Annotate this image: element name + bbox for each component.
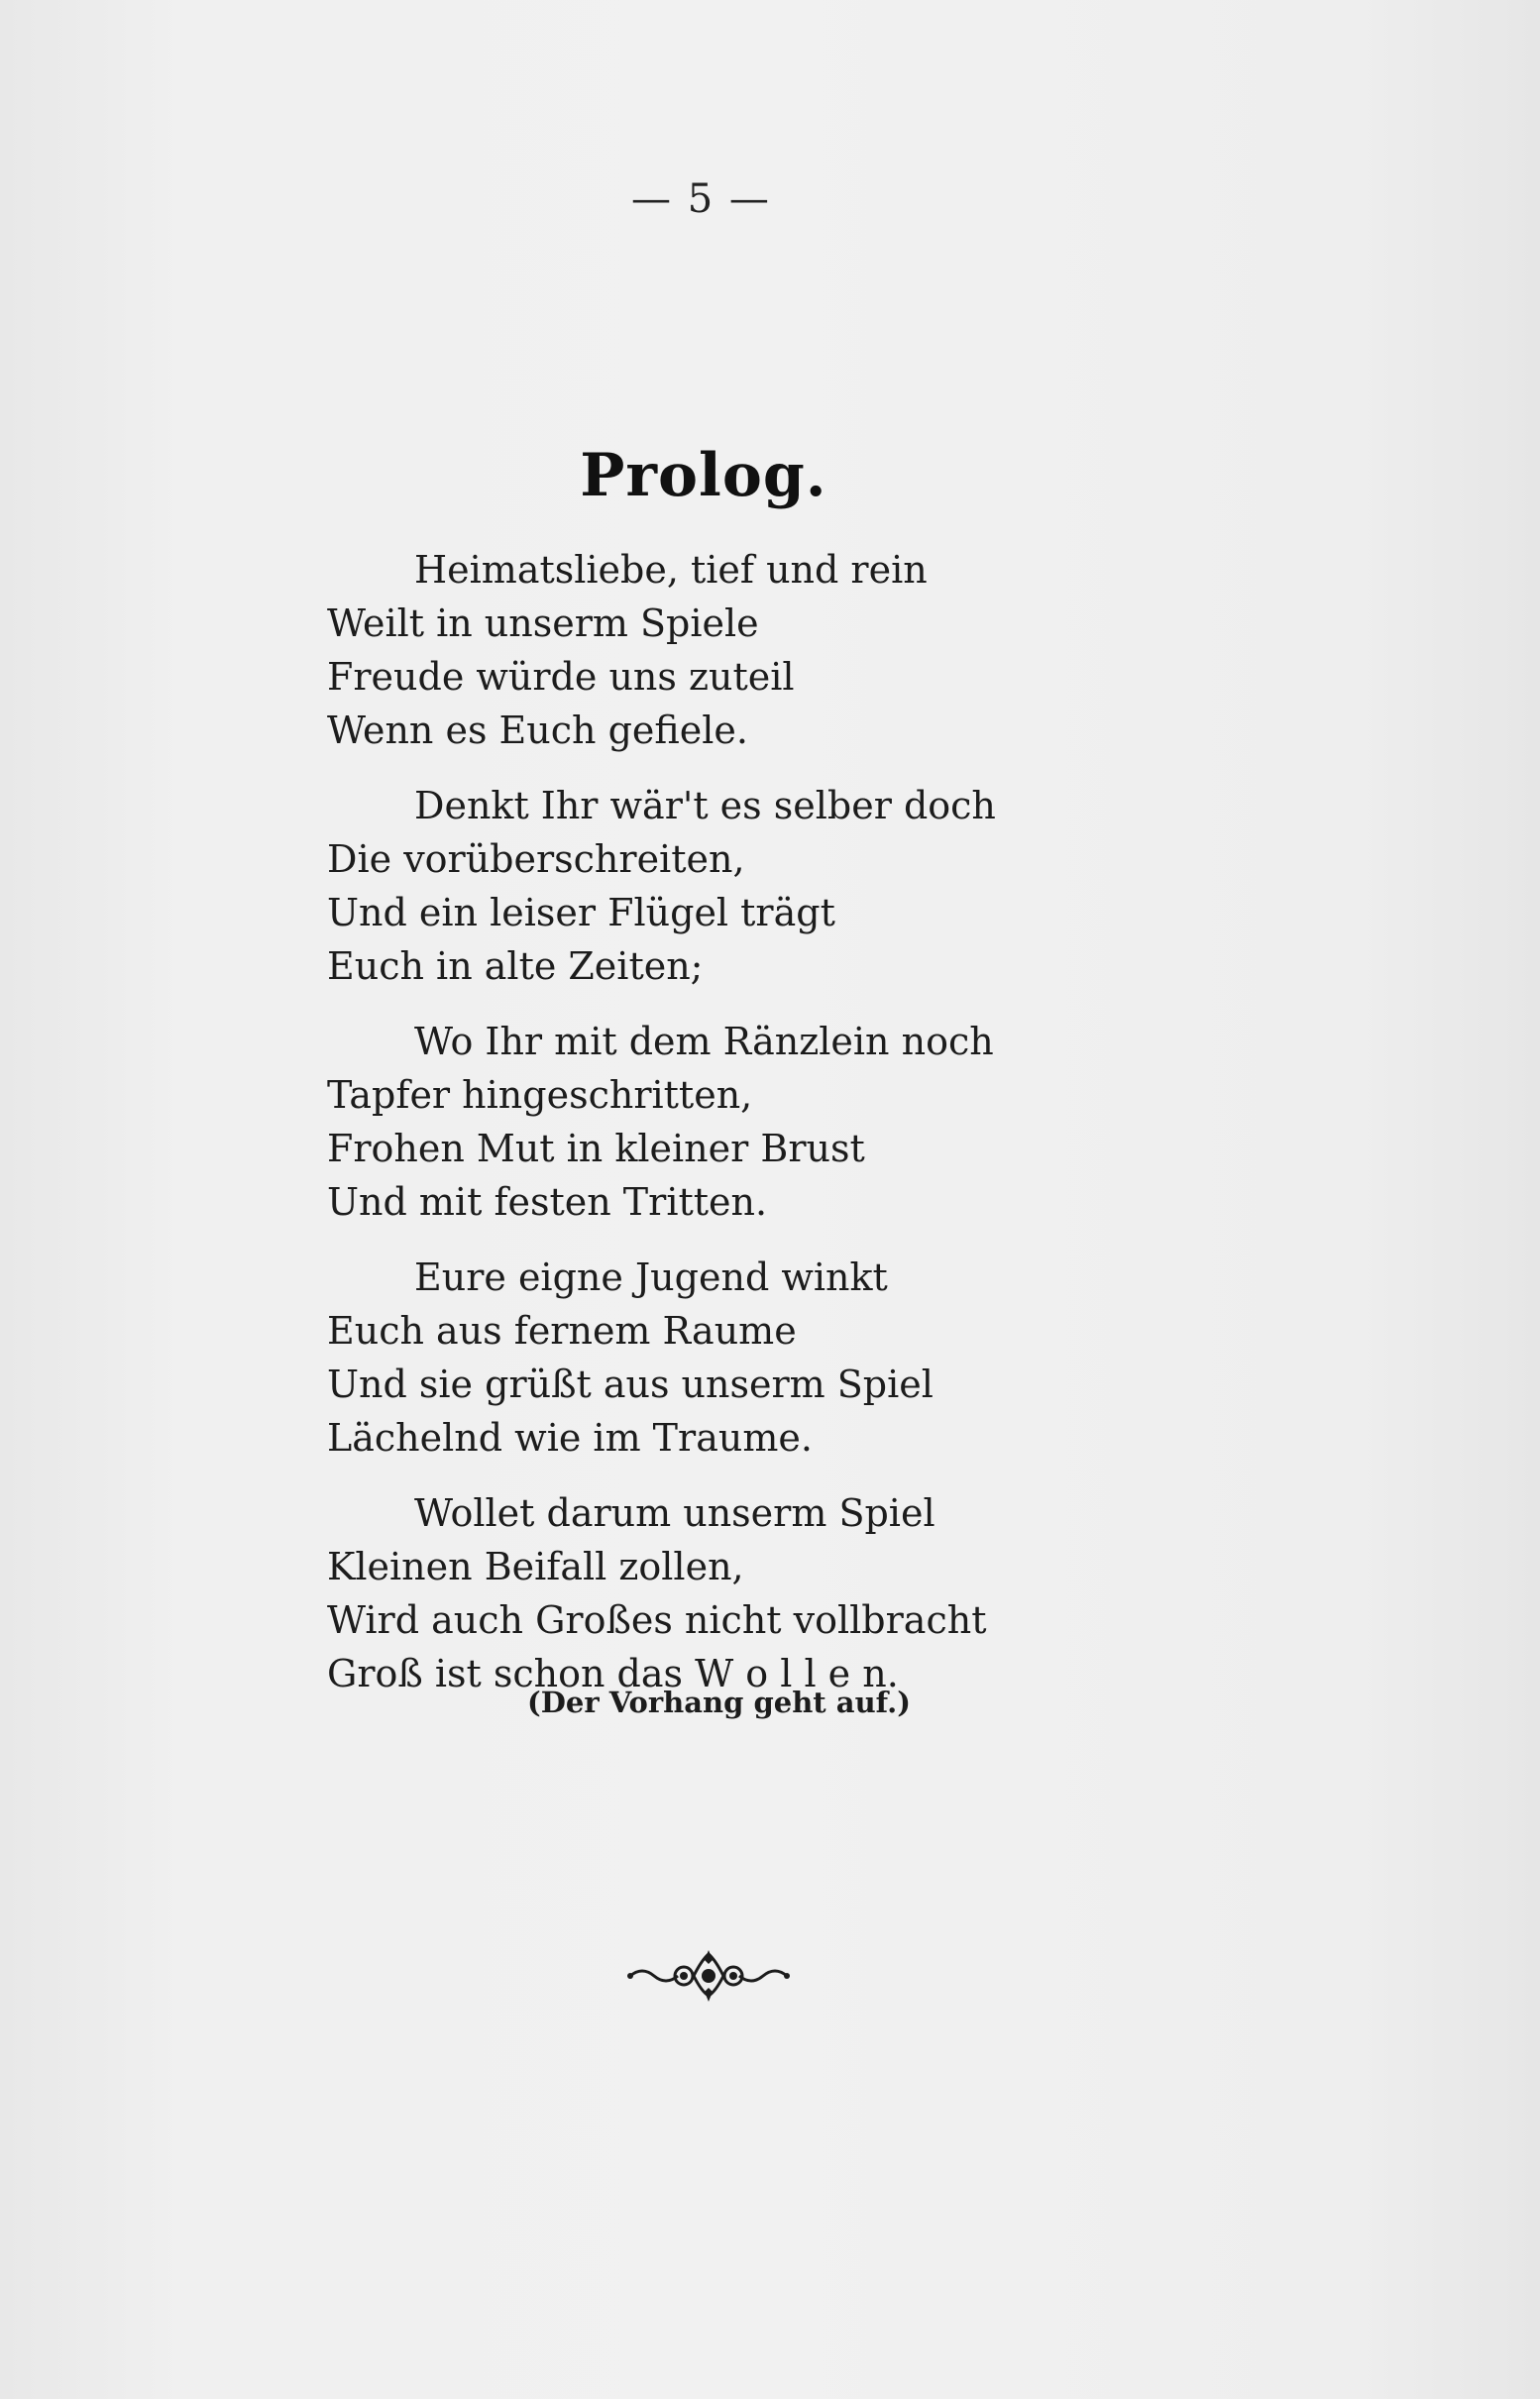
floral-ornament-icon [624, 1946, 793, 2002]
poem-body [327, 543, 1219, 1722]
poem-line: Groß ist schon das W o l l e n. [327, 1652, 899, 1695]
poem-line: Lächelnd wie im Traume. [327, 1416, 813, 1460]
poem-line: Wird auch Großes nicht vollbracht [327, 1598, 987, 1642]
poem-line: Freude würde uns zuteil [327, 655, 795, 699]
stage-direction: (Der Vorhang geht auf.) [527, 1686, 911, 1719]
poem-line: Tapfer hingeschritten, [327, 1073, 753, 1117]
poem-line: Und sie grüßt aus unserm Spiel [327, 1363, 934, 1406]
poem-line: Und mit festen Tritten. [327, 1180, 768, 1224]
poem-title: Prolog. [580, 441, 827, 510]
poem-line: Heimatsliebe, tief und rein [414, 548, 928, 592]
poem-line: Weilt in unserm Spiele [327, 601, 759, 645]
stanza-1 [327, 543, 1219, 757]
stanza-2 [327, 779, 1219, 993]
poem-line: Eure eigne Jugend winkt [414, 1255, 888, 1299]
stanza-4 [327, 1251, 1219, 1465]
poem-line: Denkt Ihr wär't es selber doch [414, 784, 996, 827]
poem-line: Euch aus fernem Raume [327, 1309, 797, 1353]
page-number: — 5 — [631, 176, 771, 222]
stanza-3 [327, 1015, 1219, 1229]
poem-line: Und ein leiser Flügel trägt [327, 891, 835, 934]
poem-line: Frohen Mut in kleiner Brust [327, 1127, 865, 1170]
poem-line: Die vorüberschreiten, [327, 837, 745, 881]
poem-line: Wo Ihr mit dem Ränzlein noch [414, 1020, 994, 1063]
poem-line: Wollet darum unserm Spiel [414, 1491, 935, 1535]
poem-line: Euch in alte Zeiten; [327, 944, 704, 988]
stanza-5 [327, 1486, 1219, 1700]
poem-line: Wenn es Euch gefiele. [327, 709, 748, 752]
poem-line: Kleinen Beifall zollen, [327, 1545, 744, 1588]
